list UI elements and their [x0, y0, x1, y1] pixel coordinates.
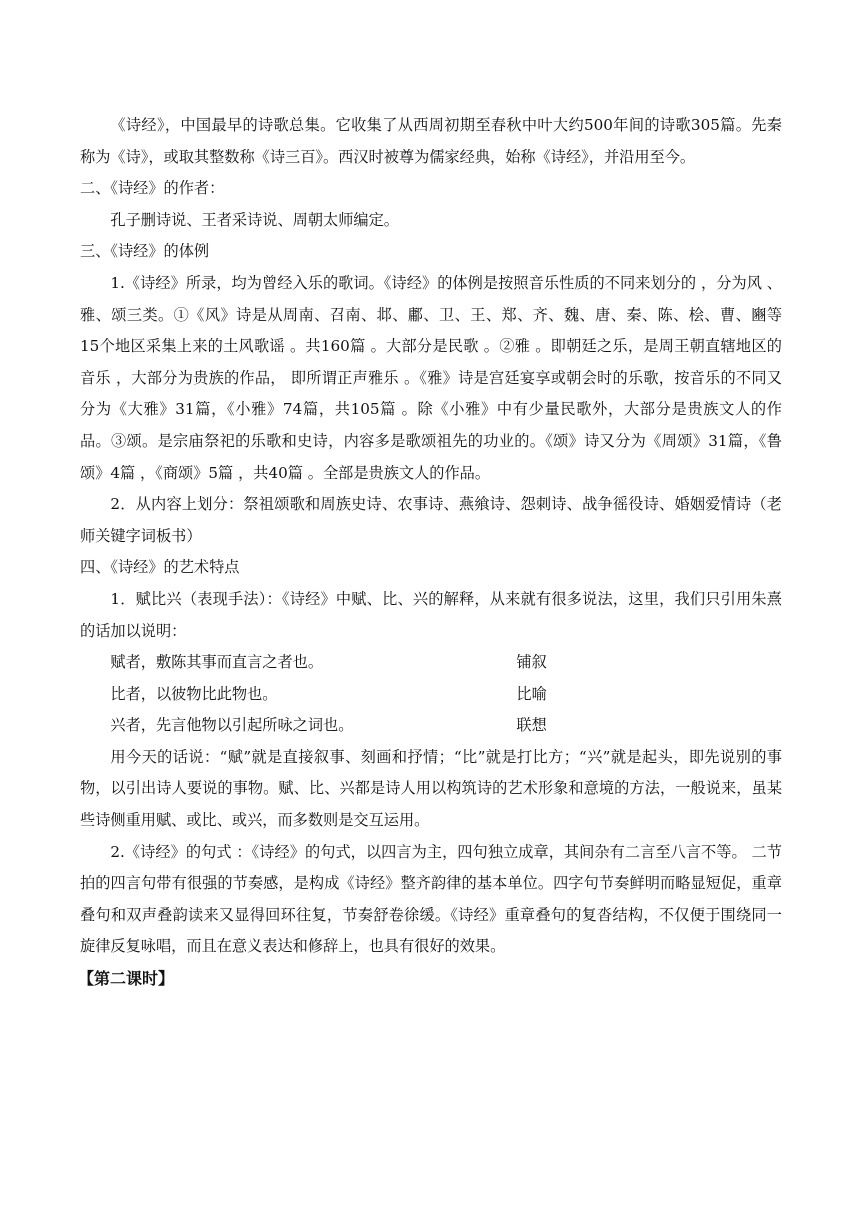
section-heading-structure: 三、《诗经》的体例: [80, 242, 210, 261]
definition-term: 联想: [516, 716, 547, 735]
definition-row-fu: [80, 647, 782, 679]
lesson-heading: 【第二课时】: [78, 969, 175, 989]
definition-text: 赋者，敷陈其事而直言之者也。: [110, 653, 324, 672]
document-body: [80, 110, 782, 995]
art-paragraph-2: 用今天的话说：“赋”就是直接叙事、刻画和抒情；“比”就是打比方；“兴”就是起头，即先说别的事物，以引出诗人要说的事物。赋、比、兴都是诗人用以构筑诗的艺术形象和意境的方法，一般说来，虽某些诗侧重用赋、或比、或兴，而多数则是交互运用。: [80, 747, 782, 830]
definition-row-bi: [80, 679, 782, 711]
definition-text: 比者，以彼物比此物也。: [110, 684, 278, 703]
definition-row-xing: [80, 710, 782, 742]
section-heading-art: 四、《诗经》的艺术特点: [80, 558, 240, 577]
intro-paragraph: 《诗经》，中国最早的诗歌总集。它收集了从西周初期至春秋中叶大约500年间的诗歌305篇。先秦称为《诗》，或取其整数称《诗三百》。西汉时被尊为儒家经典，始称《诗经》，并沿用至今。: [80, 116, 782, 166]
authors-paragraph: 孔子删诗说、王者采诗说、周朝太师编定。: [110, 210, 399, 229]
structure-paragraph-1: 1.《诗经》所录，均为曾经入乐的歌词。《诗经》的体例是按照音乐性质的不同来划分的 ，分为风 、 雅、颂三类。①《风》诗是从周南、召南、邶、鄘、卫、王、郑、齐、魏、唐、秦、陈、桧、曹、豳等15个地区采集上来的土风歌谣 。共160篇 。大部分是民歌 。②雅 。即朝廷之乐，是周王朝直辖地区的音乐 ，大部分为贵族的作品， 即所谓正声雅乐 。《雅》诗是宫廷宴享或朝会时的乐歌，按音乐的不同又分为《大雅》31篇，《小雅》74篇，共105篇 。除《小雅》中有少量民歌外，大部分是贵族文人的作品。③颂。是宗庙祭祀的乐歌和史诗，内容多是歌颂祖先的功业的。《颂》诗又分为《周颂》31篇，《鲁颂》4篇 ，《商颂》5篇 ，共40篇 。全部是贵族文人的作品。: [80, 273, 782, 482]
definition-text: 兴者，先言他物以引起所咏之词也。: [110, 716, 354, 735]
definition-term: 铺叙: [516, 653, 547, 672]
art-paragraph-3: 2.《诗经》的句式 ：《诗经》的句式，以四言为主，四句独立成章，其间杂有二言至八言不等。 二节拍的四言句带有很强的节奏感，是构成《诗经》整齐韵律的基本单位。四字句节奏鲜明而略显短促，重章叠句和双声叠韵读来又显得回环往复，节奏舒卷徐缓。《诗经》重章叠句的复沓结构，不仅便于围绕同一旋律反复咏唱，而且在意义表达和修辞上，也具有很好的效果。: [80, 842, 782, 956]
art-paragraph-1: 1．赋比兴（表现手法）：《诗经》中赋、比、兴的解释，从来就有很多说法，这里，我们只引用朱熹的话加以说明：: [80, 589, 782, 640]
section-heading-authors: 二、《诗经》的作者：: [80, 179, 225, 198]
definition-term: 比喻: [516, 684, 547, 703]
structure-paragraph-2: 2．从内容上划分：祭祖颂歌和周族史诗、农事诗、燕飨诗、怨刺诗、战争徭役诗、婚姻爱情诗（老师关键字词板书）: [80, 495, 782, 545]
